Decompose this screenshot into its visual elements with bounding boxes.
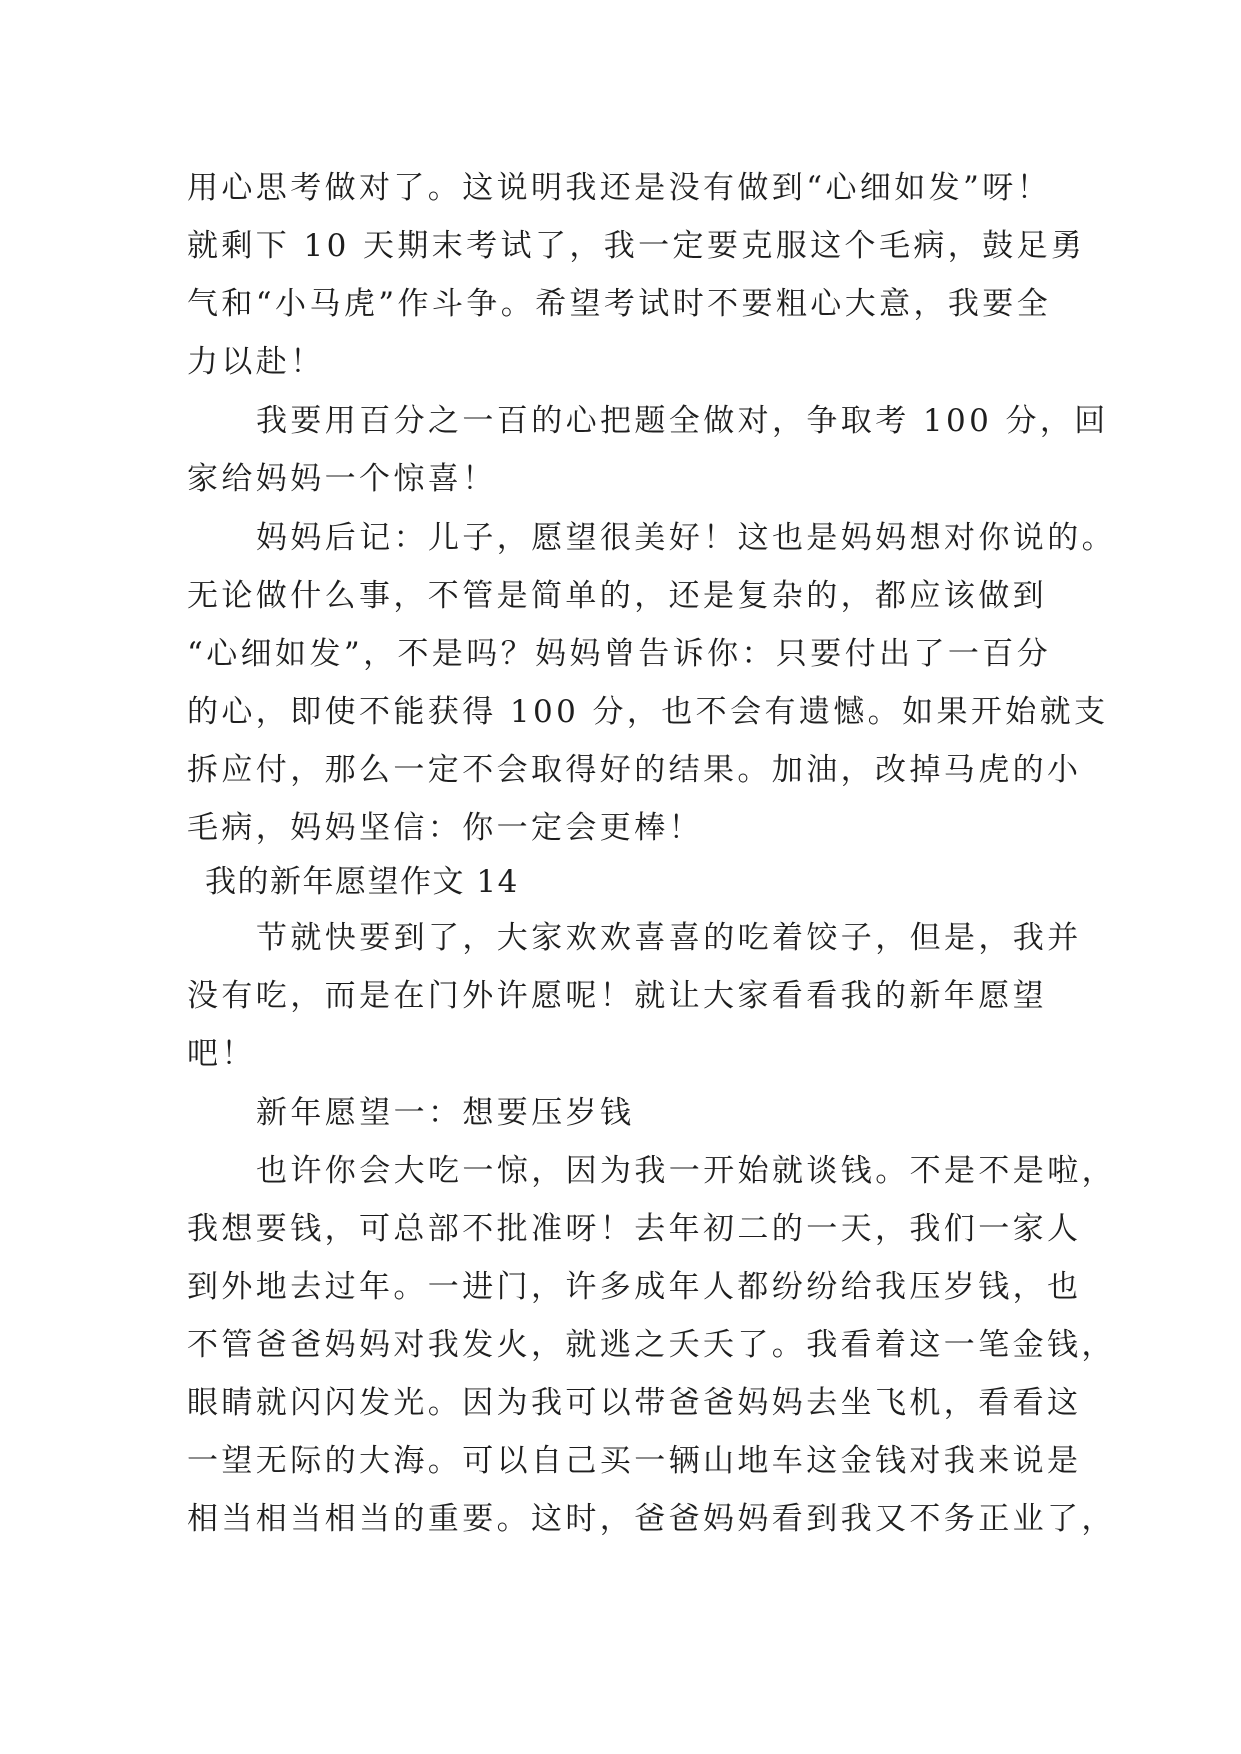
text-line: 没有吃，而是在门外许愿呢！就让大家看看我的新年愿望 [187, 978, 1047, 1014]
text-line: 一望无际的大海。可以自己买一辆山地车这金钱对我来说是 [187, 1443, 1082, 1479]
text-line: 相当相当相当的重要。这时，爸爸妈妈看到我又不务正业了， [187, 1501, 1116, 1537]
text-line: 无论做什么事，不管是简单的，还是复杂的，都应该做到 [187, 578, 1047, 614]
text-line: 毛病，妈妈坚信：你一定会更棒！ [187, 810, 703, 846]
text-line: 我想要钱，可总部不批准呀！去年初二的一天，我们一家人 [187, 1211, 1082, 1247]
paragraph-first-line: 也许你会大吃一惊，因为我一开始就谈钱。不是不是啦， [256, 1153, 1116, 1189]
text-line: 用心思考做对了。这说明我还是没有做到“心细如发”呀！ [187, 170, 1052, 206]
text-line: 的心，即使不能获得 100 分，也不会有遗憾。如果开始就支 [187, 694, 1109, 730]
text-line: 眼睛就闪闪发光。因为我可以带爸爸妈妈去坐飞机，看看这 [187, 1385, 1082, 1421]
text-line: 就剩下 10 天期末考试了，我一定要克服这个毛病，鼓足勇 [187, 228, 1086, 264]
paragraph-first-line: 节就快要到了，大家欢欢喜喜的吃着饺子，但是，我并 [256, 920, 1082, 956]
paragraph-first-line: 我要用百分之一百的心把题全做对，争取考 100 分，回 [256, 403, 1109, 439]
section-heading: 我的新年愿望作文 14 [205, 864, 519, 900]
text-line: 力以赴！ [187, 344, 325, 380]
text-line: 拆应付，那么一定不会取得好的结果。加油，改掉马虎的小 [187, 752, 1082, 788]
text-line: “心细如发”，不是吗？妈妈曾告诉你：只要付出了一百分 [187, 636, 1052, 672]
text-line: 不管爸爸妈妈对我发火，就逃之夭夭了。我看着这一笔金钱， [187, 1327, 1116, 1363]
paragraph-first-line: 妈妈后记：儿子，愿望很美好！这也是妈妈想对你说的。 [256, 520, 1116, 556]
text-line: 吧！ [187, 1036, 256, 1072]
text-line: 家给妈妈一个惊喜！ [187, 461, 497, 497]
text-line: 到外地去过年。一进门，许多成年人都纷纷给我压岁钱，也 [187, 1269, 1082, 1305]
subheading: 新年愿望一：想要压岁钱 [256, 1095, 635, 1131]
text-line: 气和“小马虎”作斗争。希望考试时不要粗心大意，我要全 [187, 286, 1052, 322]
